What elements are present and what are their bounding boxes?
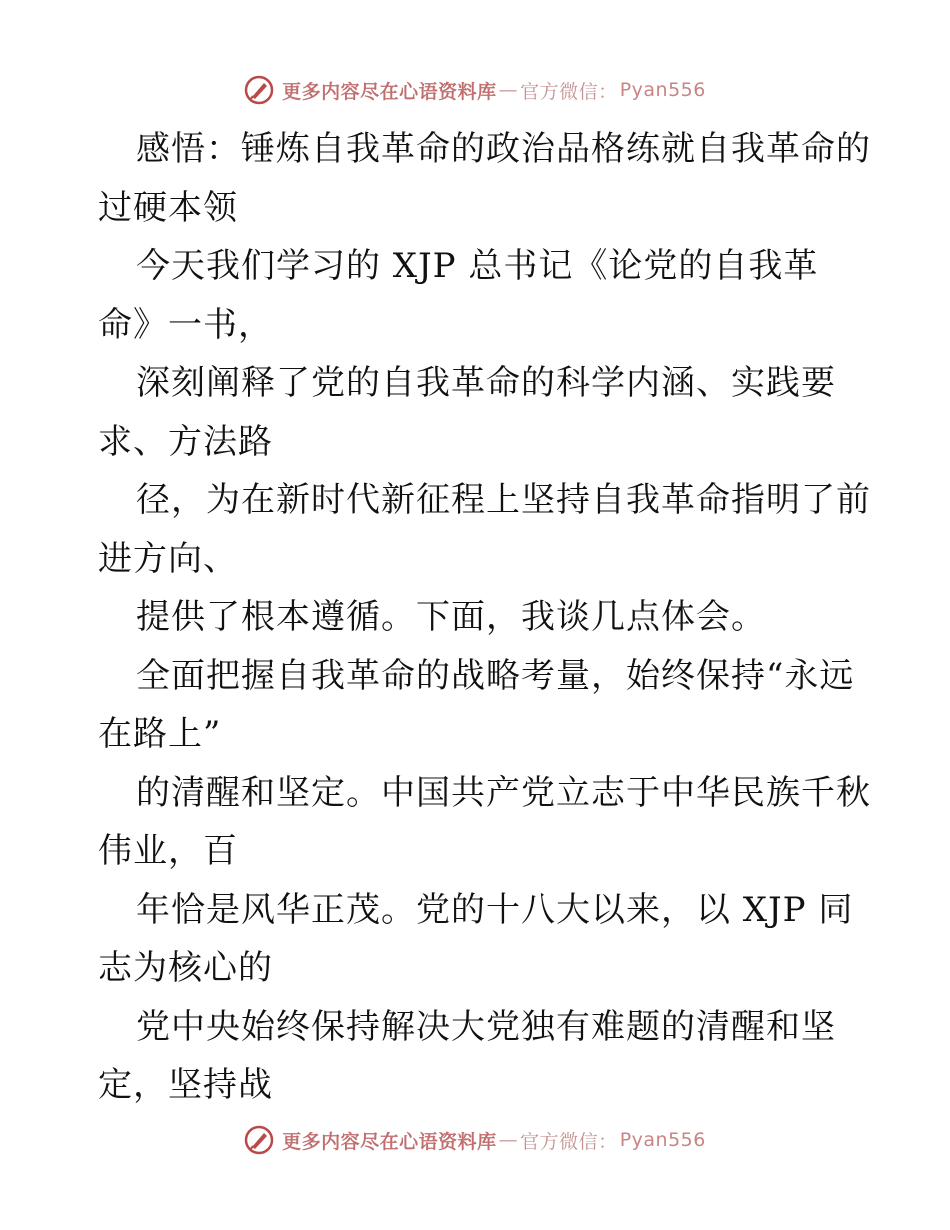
body-line: 过硬本领 <box>98 187 238 228</box>
body-line: 年恰是风华正茂。党的十八大以来，以 XJP 同 <box>136 889 854 930</box>
body-line: 感悟：锤炼自我革命的政治品格练就自我革命的 <box>136 129 871 169</box>
header-watermark <box>0 70 950 110</box>
quill-pen-logo-icon <box>244 75 274 105</box>
body-line: 的清醒和坚定。中国共产党立志于中华民族千秋 <box>136 772 871 813</box>
body-line: 全面把握自我革命的战略考量，始终保持“永远 <box>136 655 855 696</box>
body-line: 深刻阐释了党的自我革命的科学内涵、实践要 <box>136 363 836 403</box>
body-line: 求、方法路 <box>98 421 273 462</box>
watermark-wechat-label: 官方微信： <box>520 1130 618 1153</box>
body-line: 在路上” <box>98 714 222 754</box>
watermark-title: 更多内容尽在心语资料库 <box>282 80 497 103</box>
watermark-separator: — <box>498 79 519 101</box>
body-line: 进方向、 <box>98 538 238 579</box>
body-line: 今天我们学习的 XJP 总书记《论党的自我革 <box>136 246 819 286</box>
watermark-wechat-label: 官方微信： <box>520 80 618 103</box>
body-line: 命》一书， <box>98 304 273 345</box>
body-line: 伟业，百 <box>98 831 238 871</box>
watermark-wechat-id: Pyan556 <box>619 79 706 101</box>
footer-watermark <box>0 1120 950 1160</box>
body-line: 提供了根本遵循。下面，我谈几点体会。 <box>136 597 766 637</box>
watermark-wechat-id: Pyan556 <box>619 1129 706 1151</box>
body-line: 党中央始终保持解决大党独有难题的清醒和坚 <box>136 1006 836 1047</box>
document-body <box>98 120 871 1115</box>
watermark-separator: — <box>498 1129 519 1151</box>
body-line: 定，坚持战 <box>98 1065 273 1105</box>
watermark-title: 更多内容尽在心语资料库 <box>282 1130 497 1153</box>
body-line: 志为核心的 <box>98 948 273 988</box>
quill-pen-logo-icon <box>244 1125 274 1155</box>
body-line: 径，为在新时代新征程上坚持自我革命指明了前 <box>136 480 871 520</box>
